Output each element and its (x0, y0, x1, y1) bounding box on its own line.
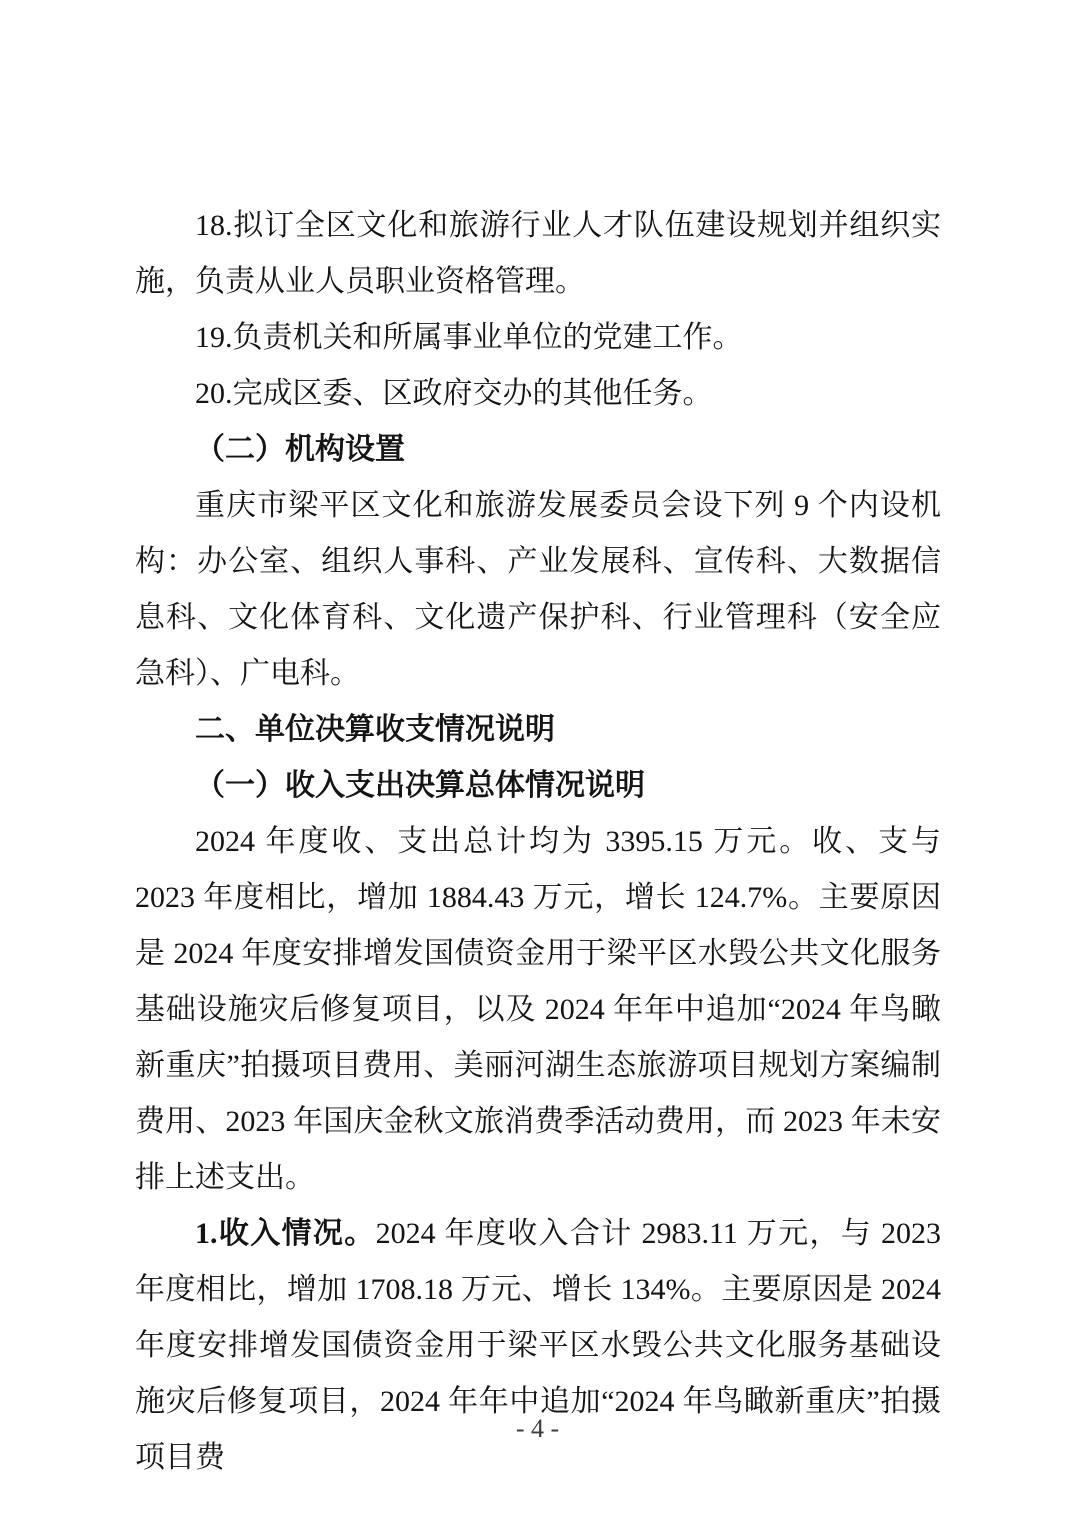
document-body (135, 198, 941, 1486)
paragraph-item-18: 18.拟订全区文化和旅游行业人才队伍建设规划并组织实施，负责从业人员职业资格管理。 (135, 209, 941, 298)
heading-section-2-1: （一）收入支出决算总体情况说明 (195, 769, 645, 802)
paragraph-item-19: 19.负责机关和所属事业单位的党建工作。 (195, 321, 743, 354)
paragraph-overall-budget: 2024 年度收、支出总计均为 3395.15 万元。收、支与 2023 年度相比，增加 1884.43 万元，增长 124.7%。主要原因是 2024 年度安排增发国债资金用于梁平区水毁公共文化服务基础设施灾后修复项目，以及 2024 年年中追加“2024 年鸟瞰新重庆”拍摄项目费用、美丽河湖生态旅游项目规划方案编制费用、2023 年国庆金秋文旅消费季活动费用，而 2023 年未安排上述支出。 (135, 825, 941, 1194)
heading-section-2: 二、单位决算收支情况说明 (195, 713, 555, 746)
income-lead-label: 1.收入情况。 (195, 1217, 376, 1250)
heading-org-structure: （二）机构设置 (195, 433, 405, 466)
paragraph-item-20: 20.完成区委、区政府交办的其他任务。 (195, 377, 713, 410)
page-number: - 4 - (515, 1414, 560, 1443)
income-body-text: 2024 年度收入合计 2983.11 万元，与 2023 年度相比，增加 1708.18 万元、增长 134%。主要原因是 2024 年度安排增发国债资金用于梁平区水毁公共文化服务基础设施灾后修复项目，2024 年年中追加“2024 年鸟瞰新重庆”拍摄项目费 (135, 1217, 942, 1474)
paragraph-org-list: 重庆市梁平区文化和旅游发展委员会设下列 9 个内设机构：办公室、组织人事科、产业发展科、宣传科、大数据信息科、文化体育科、文化遗产保护科、行业管理科（安全应急科）、广电科。 (135, 489, 941, 690)
